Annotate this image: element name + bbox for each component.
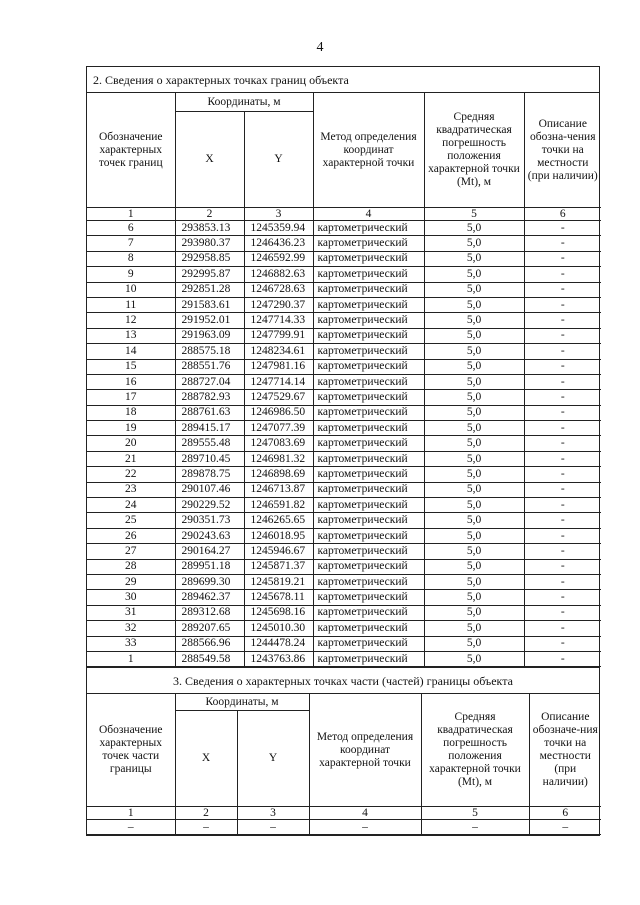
table-cell: -: [524, 344, 601, 359]
table-cell: 289699.30: [175, 574, 244, 589]
table-row: [87, 467, 601, 482]
table-cell: -: [524, 621, 601, 636]
table-cell: -: [524, 651, 601, 666]
section2-column-numbers: [87, 208, 601, 221]
table-cell: 5,0: [424, 297, 524, 312]
table-cell: 290351.73: [175, 513, 244, 528]
column-number: 3: [237, 807, 309, 820]
section2-table: [87, 93, 601, 667]
table-cell: -: [524, 636, 601, 651]
table-cell: 17: [87, 390, 175, 405]
table-cell: 5,0: [424, 467, 524, 482]
table-cell: 1246592.99: [244, 251, 313, 266]
table-cell: картометрический: [313, 590, 424, 605]
table-cell: 5,0: [424, 221, 524, 236]
table-cell: 290243.63: [175, 528, 244, 543]
table-cell: 1248234.61: [244, 344, 313, 359]
table-cell: картометрический: [313, 328, 424, 343]
header-point: Обозначение характерных точек границ: [87, 93, 175, 208]
table-cell: 5,0: [424, 559, 524, 574]
table-cell: 1246986.50: [244, 405, 313, 420]
table-row: [87, 313, 601, 328]
header-point: Обозначение характерных точек части границы: [87, 694, 175, 807]
table-cell: 5,0: [424, 651, 524, 666]
table-row: [87, 359, 601, 374]
table-cell: 1247714.14: [244, 374, 313, 389]
table-cell: картометрический: [313, 405, 424, 420]
table-row: [87, 421, 601, 436]
table-cell: -: [524, 451, 601, 466]
column-number: 1: [87, 208, 175, 221]
table-row: [87, 436, 601, 451]
table-cell: -: [524, 528, 601, 543]
table-cell: 16: [87, 374, 175, 389]
section2-body: [87, 221, 601, 667]
table-cell: 293853.13: [175, 221, 244, 236]
table-cell: 25: [87, 513, 175, 528]
table-cell: -: [524, 544, 601, 559]
table-row: [87, 605, 601, 620]
table-cell: 289415.17: [175, 421, 244, 436]
table-cell: 1247714.33: [244, 313, 313, 328]
table-cell: картометрический: [313, 359, 424, 374]
table-cell: -: [524, 374, 601, 389]
table-cell: картометрический: [313, 544, 424, 559]
table-row: [87, 390, 601, 405]
table-cell: картометрический: [313, 374, 424, 389]
table-cell: 1245678.11: [244, 590, 313, 605]
table-cell: 5,0: [424, 405, 524, 420]
section3-title: 3. Сведения о характерных точках части (частей) границы объекта: [87, 667, 599, 694]
table-row: [87, 267, 601, 282]
table-cell: 292851.28: [175, 282, 244, 297]
table-cell: 5,0: [424, 451, 524, 466]
table-cell: -: [524, 467, 601, 482]
table-cell: 5,0: [424, 344, 524, 359]
table-cell: картометрический: [313, 528, 424, 543]
table-row: [87, 498, 601, 513]
header-accuracy: Средняя квадратическая погрешность положения характерной точки (Mt), м: [424, 93, 524, 208]
section3-empty-row: [87, 820, 601, 835]
table-cell: -: [524, 221, 601, 236]
table-cell: 23: [87, 482, 175, 497]
table-cell: 22: [87, 467, 175, 482]
table-cell: картометрический: [313, 651, 424, 666]
table-cell: 9: [87, 267, 175, 282]
table-cell: 292958.85: [175, 251, 244, 266]
table-cell: 288566.96: [175, 636, 244, 651]
table-cell: 21: [87, 451, 175, 466]
table-cell: картометрический: [313, 605, 424, 620]
table-cell: 5,0: [424, 421, 524, 436]
table-cell: -: [524, 236, 601, 251]
column-number: 4: [313, 208, 424, 221]
table-row: [87, 221, 601, 236]
table-cell: 27: [87, 544, 175, 559]
table-cell: 1247799.91: [244, 328, 313, 343]
table-cell: 1247083.69: [244, 436, 313, 451]
table-cell: 1245698.16: [244, 605, 313, 620]
table-cell: 289207.65: [175, 621, 244, 636]
table-cell: 13: [87, 328, 175, 343]
table-cell: 5,0: [424, 544, 524, 559]
table-cell: картометрический: [313, 282, 424, 297]
table-cell: картометрический: [313, 221, 424, 236]
table-cell: картометрический: [313, 482, 424, 497]
table-cell: 291963.09: [175, 328, 244, 343]
table-cell: 1246728.63: [244, 282, 313, 297]
table-cell: –: [87, 820, 175, 835]
page-number: 4: [316, 40, 324, 55]
table-cell: 5,0: [424, 574, 524, 589]
table-cell: 1246436.23: [244, 236, 313, 251]
table-cell: –: [309, 820, 421, 835]
table-cell: 289312.68: [175, 605, 244, 620]
table-cell: 1247077.39: [244, 421, 313, 436]
table-cell: 289710.45: [175, 451, 244, 466]
header-coords: Координаты, м: [175, 694, 309, 711]
table-cell: -: [524, 574, 601, 589]
table-cell: 10: [87, 282, 175, 297]
table-cell: 8: [87, 251, 175, 266]
table-cell: 291583.61: [175, 297, 244, 312]
table-row: [87, 282, 601, 297]
header-coords: Координаты, м: [175, 93, 313, 112]
table-row: [87, 482, 601, 497]
table-cell: -: [524, 498, 601, 513]
table-cell: 288727.04: [175, 374, 244, 389]
table-cell: 5,0: [424, 251, 524, 266]
table-cell: -: [524, 590, 601, 605]
table-cell: 290229.52: [175, 498, 244, 513]
header-y: Y: [237, 711, 309, 807]
table-cell: 1: [87, 651, 175, 666]
table-cell: 6: [87, 221, 175, 236]
column-number: 2: [175, 807, 237, 820]
table-cell: картометрический: [313, 344, 424, 359]
table-cell: 1246981.32: [244, 451, 313, 466]
table-cell: 1246713.87: [244, 482, 313, 497]
table-cell: -: [524, 359, 601, 374]
table-cell: -: [524, 390, 601, 405]
table-cell: 290164.27: [175, 544, 244, 559]
table-row: [87, 574, 601, 589]
table-row: [87, 251, 601, 266]
table-cell: 293980.37: [175, 236, 244, 251]
table-cell: 288551.76: [175, 359, 244, 374]
table-cell: 288575.18: [175, 344, 244, 359]
table-cell: 291952.01: [175, 313, 244, 328]
table-cell: 5,0: [424, 590, 524, 605]
table-cell: 32: [87, 621, 175, 636]
table-cell: -: [524, 513, 601, 528]
table-cell: 289878.75: [175, 467, 244, 482]
table-cell: картометрический: [313, 451, 424, 466]
column-number: 2: [175, 208, 244, 221]
header-x: X: [175, 711, 237, 807]
table-cell: 20: [87, 436, 175, 451]
table-cell: -: [524, 251, 601, 266]
table-cell: 288761.63: [175, 405, 244, 420]
table-cell: -: [524, 282, 601, 297]
table-cell: 5,0: [424, 621, 524, 636]
table-row: [87, 513, 601, 528]
table-cell: картометрический: [313, 436, 424, 451]
table-row: [87, 405, 601, 420]
table-cell: картометрический: [313, 574, 424, 589]
table-cell: -: [524, 267, 601, 282]
table-cell: 5,0: [424, 236, 524, 251]
table-cell: 1246882.63: [244, 267, 313, 282]
table-cell: 5,0: [424, 528, 524, 543]
table-row: [87, 451, 601, 466]
table-row: [87, 636, 601, 651]
table-cell: 5,0: [424, 482, 524, 497]
table-cell: 29: [87, 574, 175, 589]
table-cell: 1243763.86: [244, 651, 313, 666]
table-cell: 1246018.95: [244, 528, 313, 543]
table-cell: 24: [87, 498, 175, 513]
table-cell: -: [524, 421, 601, 436]
column-number: 6: [529, 807, 601, 820]
table-cell: -: [524, 328, 601, 343]
table-cell: 1245871.37: [244, 559, 313, 574]
column-number: 4: [309, 807, 421, 820]
table-row: [87, 544, 601, 559]
table-cell: картометрический: [313, 313, 424, 328]
column-number: 3: [244, 208, 313, 221]
table-cell: картометрический: [313, 390, 424, 405]
table-cell: 289951.18: [175, 559, 244, 574]
table-cell: -: [524, 436, 601, 451]
table-cell: -: [524, 482, 601, 497]
table-cell: 5,0: [424, 605, 524, 620]
table-cell: -: [524, 605, 601, 620]
table-cell: 1245819.21: [244, 574, 313, 589]
section2-title: 2. Сведения о характерных точках границ объекта: [87, 67, 599, 93]
table-cell: 5,0: [424, 359, 524, 374]
table-cell: картометрический: [313, 498, 424, 513]
table-row: [87, 651, 601, 666]
table-cell: картометрический: [313, 559, 424, 574]
table-cell: картометрический: [313, 297, 424, 312]
table-cell: 292995.87: [175, 267, 244, 282]
table-row: [87, 621, 601, 636]
table-cell: 15: [87, 359, 175, 374]
table-cell: 1247290.37: [244, 297, 313, 312]
column-number: 5: [421, 807, 529, 820]
table-cell: 5,0: [424, 498, 524, 513]
table-cell: картометрический: [313, 621, 424, 636]
section3-column-numbers: [87, 807, 601, 820]
table-cell: 1244478.24: [244, 636, 313, 651]
table-cell: 290107.46: [175, 482, 244, 497]
table-cell: 30: [87, 590, 175, 605]
table-cell: 5,0: [424, 513, 524, 528]
table-cell: 12: [87, 313, 175, 328]
header-description: Описание обозначе-ния точки на местности (при наличии): [529, 694, 601, 807]
table-cell: 1247981.16: [244, 359, 313, 374]
table-row: [87, 528, 601, 543]
section2-header-row: [87, 93, 601, 112]
table-cell: 1246591.82: [244, 498, 313, 513]
table-cell: картометрический: [313, 251, 424, 266]
table-row: [87, 590, 601, 605]
table-row: [87, 328, 601, 343]
table-cell: 5,0: [424, 390, 524, 405]
table-row: [87, 559, 601, 574]
table-cell: –: [175, 820, 237, 835]
table-cell: -: [524, 313, 601, 328]
table-cell: 7: [87, 236, 175, 251]
table-cell: 5,0: [424, 374, 524, 389]
header-method: Метод определения координат характерной точки: [309, 694, 421, 807]
table-cell: 11: [87, 297, 175, 312]
table-cell: 31: [87, 605, 175, 620]
table-cell: 14: [87, 344, 175, 359]
document-sheet: [86, 66, 600, 836]
header-method: Метод определения координат характерной точки: [313, 93, 424, 208]
table-cell: 289462.37: [175, 590, 244, 605]
table-cell: 5,0: [424, 636, 524, 651]
header-x: X: [175, 112, 244, 208]
table-cell: 5,0: [424, 328, 524, 343]
section3-table: [87, 694, 601, 835]
table-cell: 289555.48: [175, 436, 244, 451]
table-cell: картометрический: [313, 513, 424, 528]
column-number: 6: [524, 208, 601, 221]
column-number: 5: [424, 208, 524, 221]
table-cell: –: [237, 820, 309, 835]
table-cell: 19: [87, 421, 175, 436]
header-y: Y: [244, 112, 313, 208]
table-row: [87, 374, 601, 389]
table-cell: -: [524, 405, 601, 420]
table-cell: 1247529.67: [244, 390, 313, 405]
table-cell: 5,0: [424, 313, 524, 328]
header-description: Описание обозна-чения точки на местности (при наличии): [524, 93, 601, 208]
table-cell: -: [524, 297, 601, 312]
table-row: [87, 297, 601, 312]
table-cell: 5,0: [424, 282, 524, 297]
column-number: 1: [87, 807, 175, 820]
table-cell: –: [529, 820, 601, 835]
table-cell: 33: [87, 636, 175, 651]
table-cell: 28: [87, 559, 175, 574]
table-cell: -: [524, 559, 601, 574]
table-cell: 288782.93: [175, 390, 244, 405]
table-cell: 1246898.69: [244, 467, 313, 482]
table-cell: 288549.58: [175, 651, 244, 666]
table-cell: картометрический: [313, 421, 424, 436]
table-cell: 1245010.30: [244, 621, 313, 636]
table-cell: картометрический: [313, 236, 424, 251]
header-accuracy: Средняя квадратическая погрешность положения характерной точки (Mt), м: [421, 694, 529, 807]
table-row: [87, 236, 601, 251]
table-cell: картометрический: [313, 467, 424, 482]
table-cell: 1245359.94: [244, 221, 313, 236]
table-cell: картометрический: [313, 267, 424, 282]
table-cell: 18: [87, 405, 175, 420]
table-cell: –: [421, 820, 529, 835]
table-cell: 26: [87, 528, 175, 543]
table-cell: 1246265.65: [244, 513, 313, 528]
table-cell: 5,0: [424, 267, 524, 282]
table-cell: 1245946.67: [244, 544, 313, 559]
table-cell: 5,0: [424, 436, 524, 451]
table-cell: картометрический: [313, 636, 424, 651]
table-row: [87, 344, 601, 359]
